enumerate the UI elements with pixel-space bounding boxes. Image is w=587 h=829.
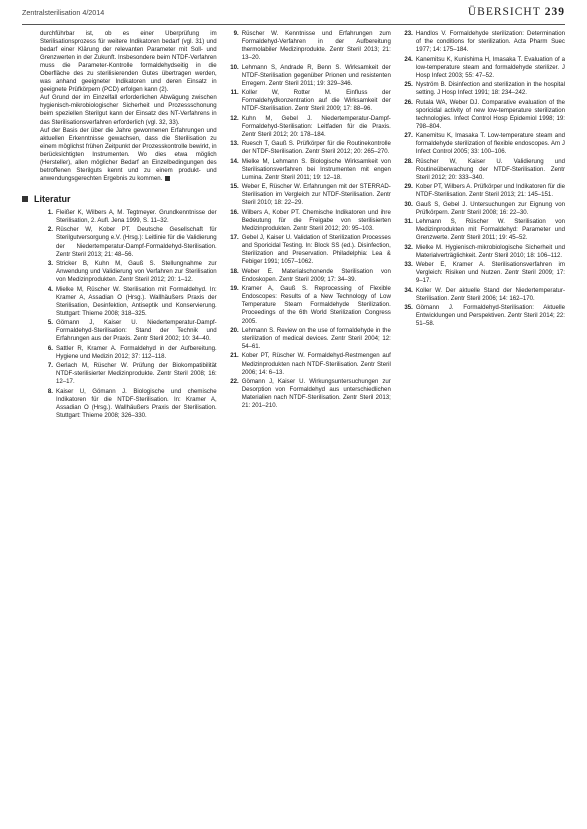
reference-number: 24.: [404, 55, 413, 63]
reference-number: 23.: [404, 30, 413, 37]
reference-number: 11.: [230, 89, 239, 97]
reference-text: Kanemitsu K, Kunishima H, Imasaka T. Evaluation of a low-temperature steam and formaldehyde sterilizer. J Hosp Infect 2003; 55: 47–52.: [415, 55, 565, 79]
reference-number: 19.: [230, 285, 239, 293]
reference-item: [226, 140, 391, 156]
reference-item: [226, 327, 391, 351]
reference-number: 22.: [230, 378, 239, 385]
reference-text: Gauß S, Gebel J. Untersuchungen zur Eignung von Prüfkörpern. Zentr Steril 2008; 16: 22–30.: [415, 200, 565, 216]
reference-item: [400, 218, 565, 242]
literature-title: Literatur: [34, 193, 71, 204]
reference-item: [400, 99, 565, 131]
reference-item: [226, 30, 391, 62]
page-number: 239: [544, 6, 565, 18]
column-3: [400, 30, 565, 823]
reference-text: Kramer A, Gauß S. Reprocessing of Flexible Endoscopes: Results of a New Technology of Low Temperature Steam Formaldehyde Sterilization. Proceedings of the 6th World Sterilization Congress 2005.: [241, 285, 391, 325]
reference-text: Weber E, Kramer A. Sterilisationsverfahren im Vergleich: Risiken und Nutzen. Zentr Steril 2009; 17: 9–17.: [415, 261, 565, 285]
reference-number: 26.: [404, 98, 413, 106]
reference-number: 30.: [404, 200, 413, 208]
reference-number: 20.: [230, 326, 239, 334]
reference-number: 12.: [230, 114, 239, 122]
page-header: [22, 6, 565, 25]
heading-marker-icon: [22, 196, 28, 202]
reference-list-1: [40, 209, 217, 420]
reference-text: Kanemitsu K, Imasaka T. Low-temperature steam and formaldehyde sterilization of flexible endoscopes. Am J Infect Control 2005; 33: 100–106.: [415, 132, 565, 156]
reference-number: 16.: [230, 208, 239, 216]
reference-item: [226, 158, 391, 182]
reference-number: 9.: [233, 30, 239, 37]
reference-text: Nyström B. Disinfection and sterilization in the hospital setting. J Hosp Infect 1991; 18: 234–242.: [415, 81, 565, 97]
end-of-article-mark: [165, 176, 170, 181]
journal-name: Zentralsterilisation 4/2014: [22, 8, 105, 17]
reference-text: Rüscher W, Kober PT. Deutsche Gesellschaft für Sterilgutversorgung e.V. (Hrsg.): Leitlinie für die Validierung der Niedertemperatur-Dampf-Formaldehyd-Sterilisation. Zentr Steril 2013; 21: 48–56.: [56, 226, 217, 258]
reference-number: 25.: [404, 81, 413, 89]
reference-text: Kober PT, Rüscher W. Formaldehyd-Restmengen auf Medizinprodukten nach NTDF-Sterilisation. Zentr Steril 2006; 14: 6–13.: [241, 352, 391, 376]
reference-number: 10.: [230, 63, 239, 71]
reference-number: 21.: [230, 352, 239, 360]
reference-item: [400, 81, 565, 97]
reference-item: [400, 183, 565, 199]
reference-number: 13.: [230, 140, 239, 148]
reference-item: [40, 260, 217, 284]
reference-number: 32.: [404, 243, 413, 251]
reference-item: [226, 115, 391, 139]
reference-text: Kuhn M, Gebel J. Niedertemperatur-Dampf-Formaldehyd-Sterilisation: Leitfaden für die Praxis. Zentr Steril 2012; 20: 178–184.: [241, 114, 391, 138]
reference-number: 1.: [47, 208, 53, 216]
reference-text: Sattler R, Kramer A. Formaldehyd in der Aufbereitung. Hygiene und Medizin 2012; 37: 112–118.: [56, 344, 217, 360]
reference-item: [226, 268, 391, 284]
reference-text: Handlos V. Formaldehyde sterilization: Determination of the conditions for sterilization. Acta Pharm Suec 1977; 14: 175–184.: [415, 30, 565, 54]
reference-item: [226, 209, 391, 233]
reference-number: 28.: [404, 157, 413, 165]
reference-item: [400, 132, 565, 156]
reference-number: 2.: [47, 226, 53, 234]
reference-text: Lehmann S, Andrade R, Benn S. Wirksamkeit der NTDF-Sterilisation gegenüber Prionen und resistenten Erregern. Zentr Steril 2011; 19: 329–346.: [241, 63, 391, 87]
reference-text: Rutala WA, Weber DJ. Comparative evaluation of the sporicidal activity of new low-temperature sterilization technologies. Infect Control Hosp Epidemiol 1998; 19: 798–804.: [415, 98, 565, 130]
section-title: [468, 6, 565, 18]
reference-item: [226, 352, 391, 376]
reference-number: 27.: [404, 132, 413, 140]
reference-item: [40, 388, 217, 420]
reference-item: [226, 285, 391, 325]
reference-number: 8.: [47, 387, 53, 395]
reference-number: 29.: [404, 183, 413, 191]
reference-text: Lehmann S, Rüscher W. Sterilisation von Medizinprodukten mit Formaldehyd: Parameter und Grenzwerte. Zentr Steril 2011; 19: 45–52.: [415, 218, 565, 242]
reference-item: [400, 244, 565, 260]
reference-text: Mielke M. Hygienisch-mikrobiologische Sicherheit und Materialverträglichkeit. Zentr Steril 2010; 18: 106–112.: [415, 243, 565, 259]
reference-number: 31.: [404, 218, 413, 226]
reference-number: 6.: [47, 344, 53, 352]
reference-number: 3.: [47, 260, 53, 267]
body-paragraph: durchführbar ist, ob es einer Überprüfung im Sterilisationsprozess für weitere Indikatoren bedarf (vgl. 31) und bedarf einer Klärung der relevanten Parameter mit Soll- und Grenzwerten in der Zukunft. Insbesondere beim NTDF-Verfahren muss die Parameter-Kontrolle formaldehydseitig in die Oberfläche des zu sterilisierenden Gutes übertragen werden, was anhand geeigneter Indikatoren und deren Einsatz in geeignete Prüfkörpern (PCD) erfolgen kann (2).: [40, 30, 217, 94]
reference-text: Weber E. Materialschonende Sterilisation von Endoskopen. Zentr Steril 2009; 17: 34–39.: [241, 267, 391, 283]
reference-text: Rüscher W. Kenntnisse und Erfahrungen zum Formaldehyd-Verfahren in der Aufbereitung thermolabiler Medizinprodukte. Zentr Steril 2013; 21: 13–20.: [241, 30, 391, 62]
reference-number: 5.: [47, 319, 53, 327]
section-label: ÜBERSICHT: [467, 6, 541, 18]
reference-text: Lehmann S. Review on the use of formaldehyde in the sterilization of medical devices. Zentr Steril 2004; 12: 54–61.: [241, 326, 391, 351]
reference-item: [400, 201, 565, 217]
reference-text: Gömann J. Formaldehyd-Sterilisation: Aktuelle Entwicklungen und Perspektiven. Zentr Steril 2014; 22: 51–58.: [415, 304, 565, 328]
reference-text: Stricker B, Kuhn M, Gauß S. Stellungnahme zur Anwendung und Validierung von Verfahren zur Sterilisation von Medizinprodukten. Zentr Steril 2012; 20: 1–12.: [56, 260, 217, 284]
reference-text: Gerlach M, Rüscher W. Prüfung der Biokompatibilität NTDF-sterilisierter Medizinprodukte. Zentr Steril 2008; 16: 12–17.: [56, 362, 217, 386]
reference-item: [400, 287, 565, 303]
reference-item: [400, 304, 565, 328]
reference-item: [400, 261, 565, 285]
reference-number: 17.: [230, 234, 239, 242]
reference-item: [226, 89, 391, 113]
reference-number: 7.: [47, 362, 53, 370]
reference-item: [400, 158, 565, 182]
reference-item: [400, 56, 565, 80]
body-paragraph: [40, 127, 217, 183]
reference-item: [400, 30, 565, 54]
reference-number: 34.: [404, 286, 413, 294]
reference-item: [226, 64, 391, 88]
reference-text: Wilbers A, Kober PT. Chemische Indikatoren und ihre Bedeutung für die Freigabe von sterilisierten Medizinprodukten. Zentr Steril 2012; 20: 95–103.: [241, 208, 391, 232]
reference-list-2: [226, 30, 391, 410]
column-2: [226, 30, 391, 823]
reference-text: Gebel J, Kaiser U. Validation of Sterilization Processes and Sporicidal Testing. In: Block SS (ed.). Disinfection, Sterilization and Preservation. Philadelphia: Lea & Febiger 1991; 1057–1062.: [241, 234, 391, 266]
reference-list-3: [400, 30, 565, 328]
reference-number: 18.: [230, 267, 239, 275]
reference-text: Koller W, Rotter M. Einfluss der Formaldehydkonzentration auf die Wirksamkeit der NTDF-Sterilisation. Zentr Steril 2009; 17: 88–96.: [241, 89, 391, 113]
reference-item: [40, 226, 217, 258]
reference-text: Mielke M, Lehmann S. Biologische Wirksamkeit von Sterilisationsverfahren bei Instrumenten mit engen Lumina. Zentr Steril 2011; 19: 12–18.: [241, 157, 391, 181]
reference-item: [226, 234, 391, 266]
reference-number: 15.: [230, 183, 239, 191]
column-1: [22, 30, 217, 823]
literature-heading: [22, 195, 217, 203]
reference-item: [40, 345, 217, 361]
reference-item: [40, 209, 217, 225]
reference-item: [40, 286, 217, 318]
reference-text: Rüscher W, Kaiser U. Validierung und Routineüberwachung der NTDF-Sterilisation. Zentr Steril 2012; 20: 333–340.: [415, 157, 565, 181]
reference-text: Koller W. Der aktuelle Stand der Niedertemperatur-Sterilisation. Zentr Steril 2006; 14: 162–170.: [415, 286, 565, 302]
reference-item: [40, 319, 217, 343]
reference-text: Fleißer K, Wilbers A, M. Tegtmeyer. Grundkenntnisse der Sterilisation, 2. Aufl. Jena 1999, S. 11–32.: [56, 208, 217, 224]
reference-number: 14.: [230, 157, 239, 165]
reference-number: 35.: [404, 304, 413, 312]
reference-item: [226, 183, 391, 207]
reference-text: Mielke M, Rüscher W. Sterilisation mit Formaldehyd. In: Kramer A, Assadian O (Hrsg.). Wallhäußers Praxis der Sterilisation, Desinfektion, Antiseptik und Konservierung. Stuttgart: Thieme 2008; 318–325.: [56, 285, 217, 317]
reference-text: Weber E, Rüscher W. Erfahrungen mit der STERRAD-Sterilisation im Vergleich zur NTDF-Sterilisation. Zentr Steril 2010; 18: 22–29.: [241, 183, 391, 207]
body-paragraph-text: Auf der Basis der über die Jahre gewonnenen Erfahrungen und aktuellen Erkenntnisse gewachsen, dass die Sterilisation zu einem möglichst frühen Zeitpunkt der Prozesskontrolle bewirkt, in berücksichtigten Instrumenten. Wo dies etwa möglich (Hersteller), allen möglicher Bedarf an Einzelbedingungen des betroffenen Sterilguts kennt und zu einem produkt- und anwendungsgerechten Ergebnis zu kommen.: [40, 126, 217, 182]
reference-text: Kober PT, Wilbers A. Prüfkörper und Indikatoren für die NTDF-Sterilisation. Zentr Steril 2013; 21: 145–151.: [415, 183, 565, 199]
reference-number: 33.: [404, 261, 413, 269]
reference-number: 4.: [47, 285, 53, 293]
reference-text: Kaiser U, Gömann J. Biologische und chemische Indikatoren für die NTDF-Sterilisation. In: Kramer A, Assadian O (Hrsg.). Wallhäußers Praxis der Sterilisation. Stuttgart: Thieme 2008; 326–330.: [56, 387, 217, 419]
reference-text: Gömann J, Kaiser U. Niedertemperatur-Dampf-Formaldehyd-Sterilisation: Stand der Technik und Erfahrungen aus der Praxis. Zentr Steril 2002; 10: 34–40.: [56, 319, 217, 343]
text-columns: [22, 30, 565, 823]
reference-text: Ruesch T, Gauß S. Prüfkörper für die Routinekontrolle der NTDF-Sterilisation. Zentr Steril 2012; 20: 265–270.: [241, 140, 391, 156]
reference-text: Gömann J, Kaiser U. Wirkungsuntersuchungen zur Desorption von Formaldehyd aus unterschiedlichen Materialien nach NTDF-Sterilisation. Zentr Steril 2013; 21: 201–210.: [241, 378, 391, 410]
reference-item: [40, 362, 217, 386]
body-paragraph: Auf Grund der im Einzelfall erforderlichen Abwägung zwischen hygienisch-mikrobiologischer Sicherheit und Prozessschonung beim speziellen Sterilgut kann der Einsatz des NT-Verfahrens in das Sterilisationsverfahren erforderlich (vgl. 32, 33).: [40, 94, 217, 126]
reference-item: [226, 378, 391, 410]
